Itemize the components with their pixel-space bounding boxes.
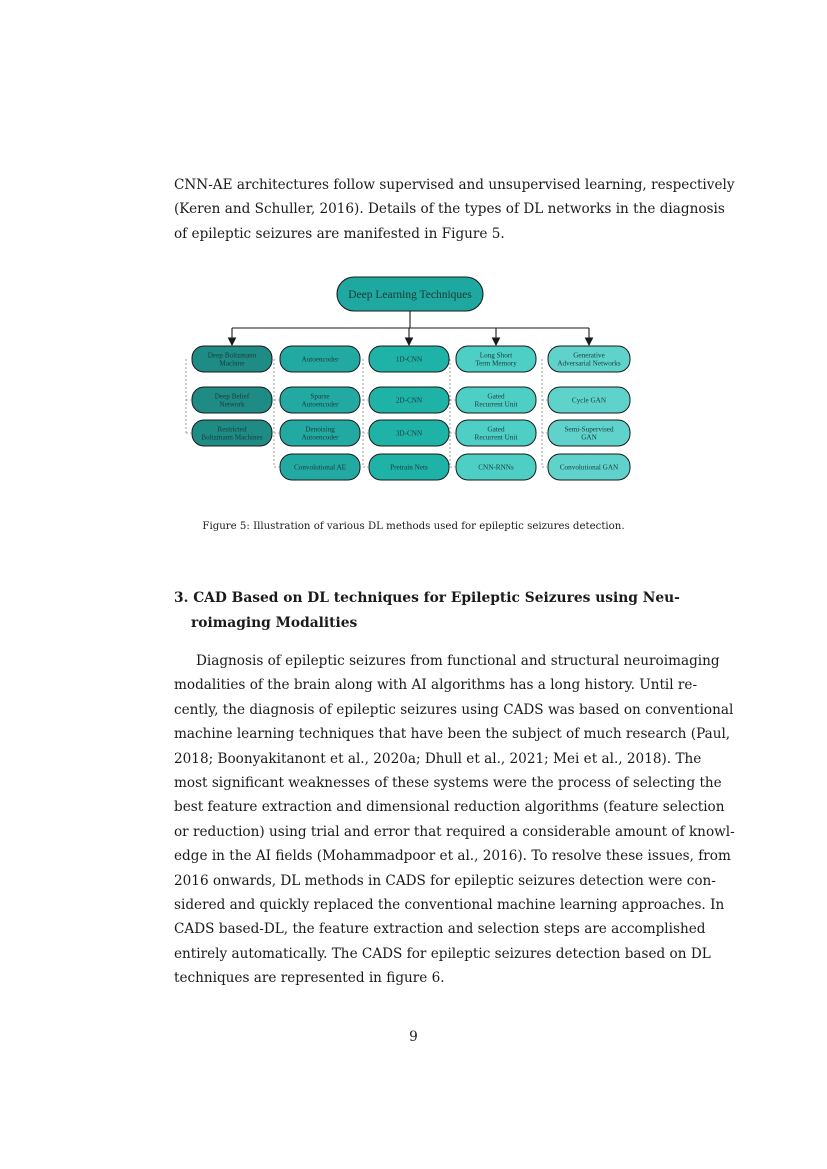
body-line: CADS based-DL, the feature extraction and selection steps are accomplished bbox=[174, 921, 706, 938]
body-paragraph bbox=[174, 649, 735, 991]
intro-line: of epileptic seizures are manifested in Figure 5. bbox=[174, 225, 505, 242]
rbm-family-node-label: Deep Boltzmann Machine bbox=[207, 351, 257, 368]
gan-family-node-label: Cycle GAN bbox=[571, 396, 607, 405]
body-line: sidered and quickly replaced the conventional machine learning approaches. In bbox=[174, 897, 725, 914]
body-line: entirely automatically. The CADS for epileptic seizures detection based on DL bbox=[174, 945, 711, 962]
rnn-family-node-label: Gated Recurrent Unit bbox=[474, 392, 518, 409]
body-line: cently, the diagnosis of epileptic seizures using CADS was based on conventional bbox=[174, 701, 734, 718]
section-heading-line: 3. CAD Based on DL techniques for Epileptic Seizures using Neu- bbox=[174, 590, 680, 606]
body-line: or reduction) using trial and error that required a considerable amount of knowl- bbox=[174, 823, 735, 840]
section-heading-line: roimaging Modalities bbox=[191, 615, 358, 631]
autoencoder-family-node-label: Denoising Autoencoder bbox=[301, 425, 339, 442]
rbm-family-node-label: Deep Belief Network bbox=[214, 392, 250, 409]
rnn-family-node-label: Long Short Term Memory bbox=[475, 351, 517, 368]
body-line: most significant weaknesses of these systems were the process of selecting the bbox=[174, 775, 722, 792]
gan-family-node-label: Convolutional GAN bbox=[559, 463, 619, 472]
root-node-label: Deep Learning Techniques bbox=[348, 289, 472, 302]
autoencoder-family-node-label: Convolutional AE bbox=[293, 463, 347, 472]
gan-family-node-label: Generative Adversarial Networks bbox=[557, 351, 621, 368]
dl-techniques-diagram bbox=[0, 0, 827, 500]
autoencoder-family-node-label: Autoencoder bbox=[301, 355, 339, 364]
rbm-family-node-label: Restricted Boltzmann Machines bbox=[201, 425, 263, 442]
cnn-family-node-label: Pretrain Nets bbox=[390, 463, 428, 472]
cnn-family-node-label: 1D-CNN bbox=[395, 355, 423, 364]
rnn-family-node-label: Gated Recurrent Unit bbox=[474, 425, 518, 442]
body-line: 2016 onwards, DL methods in CADS for epileptic seizures detection were con- bbox=[174, 872, 716, 889]
cnn-family-node-label: 3D-CNN bbox=[395, 429, 423, 438]
cnn-family-node-label: 2D-CNN bbox=[395, 396, 423, 405]
section-heading bbox=[174, 586, 680, 636]
rnn-family-node-label: CNN-RNNs bbox=[478, 463, 514, 472]
body-line: edge in the AI fields (Mohammadpoor et al., 2016). To resolve these issues, from bbox=[174, 848, 731, 865]
figure-caption: Figure 5: Illustration of various DL methods used for epileptic seizures detection. bbox=[202, 521, 625, 532]
page-number: 9 bbox=[409, 1029, 418, 1045]
body-line: Diagnosis of epileptic seizures from functional and structural neuroimaging bbox=[196, 653, 720, 669]
body-line: best feature extraction and dimensional reduction algorithms (feature selection bbox=[174, 799, 725, 816]
intro-line: CNN-AE architectures follow supervised and unsupervised learning, respectively bbox=[174, 177, 735, 193]
body-line: modalities of the brain along with AI algorithms has a long history. Until re- bbox=[174, 677, 698, 694]
body-line: techniques are represented in figure 6. bbox=[174, 970, 445, 987]
body-line: 2018; Boonyakitanont et al., 2020a; Dhull et al., 2021; Mei et al., 2018). The bbox=[174, 750, 702, 767]
body-line: machine learning techniques that have been the subject of much research (Paul, bbox=[174, 726, 731, 743]
autoencoder-family-node-label: Sparse Autoencoder bbox=[301, 392, 339, 409]
intro-line: (Keren and Schuller, 2016). Details of the types of DL networks in the diagnosis bbox=[174, 201, 725, 218]
gan-family-node-label: Semi-Supervised GAN bbox=[564, 425, 614, 442]
